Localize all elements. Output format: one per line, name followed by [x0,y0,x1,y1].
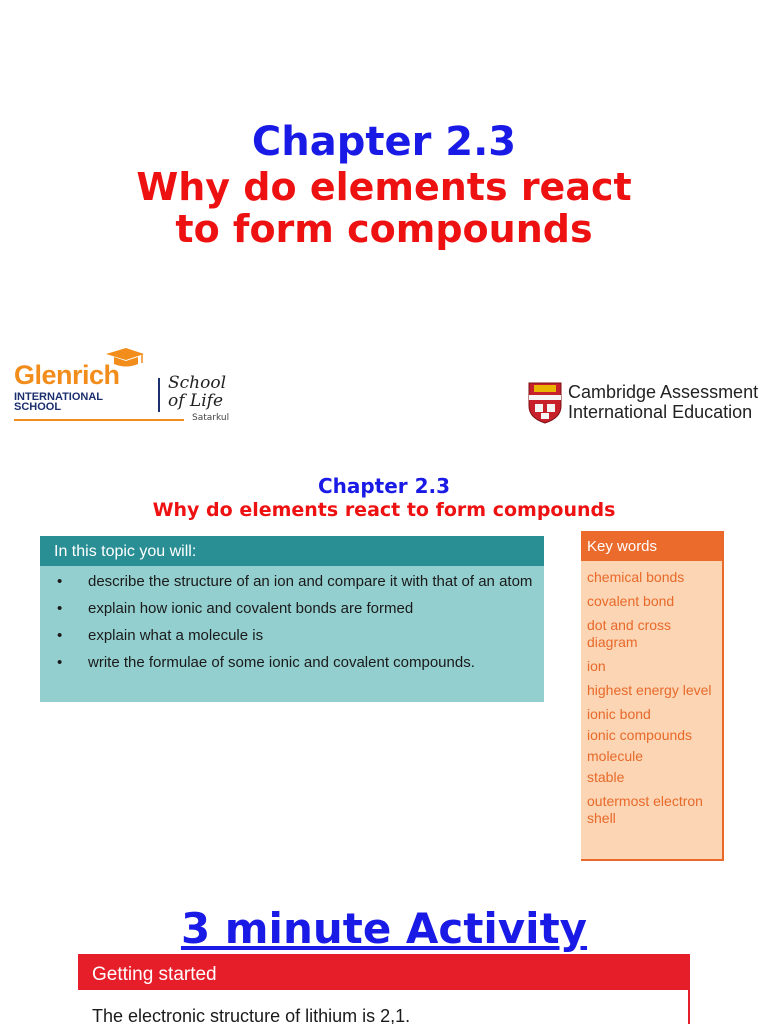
key-word: molecule [587,748,644,764]
topic-item-text: write the formulae of some ionic and covalent compounds. [88,654,475,671]
bullet: • [57,573,63,590]
bullet: • [57,627,63,644]
bullet: • [57,654,63,671]
key-word: stable [587,769,625,785]
topic-item-text: explain how ionic and covalent bonds are formed [88,600,414,617]
key-words-list [581,561,722,827]
key-words-box [581,531,724,861]
key-word: ionic bond [587,706,651,722]
getting-started-header: Getting started [78,954,688,990]
getting-started-box [78,954,690,1024]
glenrich-subtitle: INTERNATIONAL SCHOOL [14,391,104,413]
key-words-header: Key words [581,531,722,561]
cambridge-line2: International Education [568,402,753,422]
topic-item [40,626,544,645]
key-word: ion [587,658,606,674]
key-word: outermost electron shell [587,793,703,826]
topic-item-text: describe the structure of an ion and compare it with that of an atom [88,573,533,590]
key-word: covalent bond [587,593,675,609]
section-title: Why do elements react to form compounds [152,499,616,521]
cambridge-line1: Cambridge Assessment [568,382,759,402]
key-word: dot and cross diagram [587,617,672,650]
chapter-heading: Chapter 2.3 [251,119,517,165]
topic-item-text: explain what a molecule is [88,627,264,644]
glenrich-location: Satarkul [192,413,230,423]
topic-objectives-box [40,536,544,702]
activity-title: 3 minute Activity [180,904,588,953]
topic-item [40,653,544,672]
section-heading [0,474,768,522]
topic-item [40,572,544,591]
section-chapter: Chapter 2.3 [317,474,451,498]
topic-item [40,599,544,618]
logo-underline [14,419,184,421]
cambridge-logo [528,380,764,426]
cambridge-shield-icon [528,382,562,424]
glenrich-wordmark: Glenrich [14,360,120,390]
logo-divider [158,378,160,412]
topic-list [40,566,544,672]
key-word: ionic compounds [587,727,693,743]
title-block [0,118,768,250]
getting-started-text: The electronic structure of lithium is 2,1. [92,1006,411,1024]
key-word: chemical bonds [587,569,685,585]
topic-box-header: In this topic you will: [40,536,544,566]
key-word: highest energy level [587,682,712,698]
cambridge-wordmark [568,382,758,422]
glenrich-logo [12,346,244,426]
school-of-life-tagline: School of Life [168,373,227,411]
bullet: • [57,600,63,617]
chapter-title: Why do elements react to form compounds [136,165,632,251]
